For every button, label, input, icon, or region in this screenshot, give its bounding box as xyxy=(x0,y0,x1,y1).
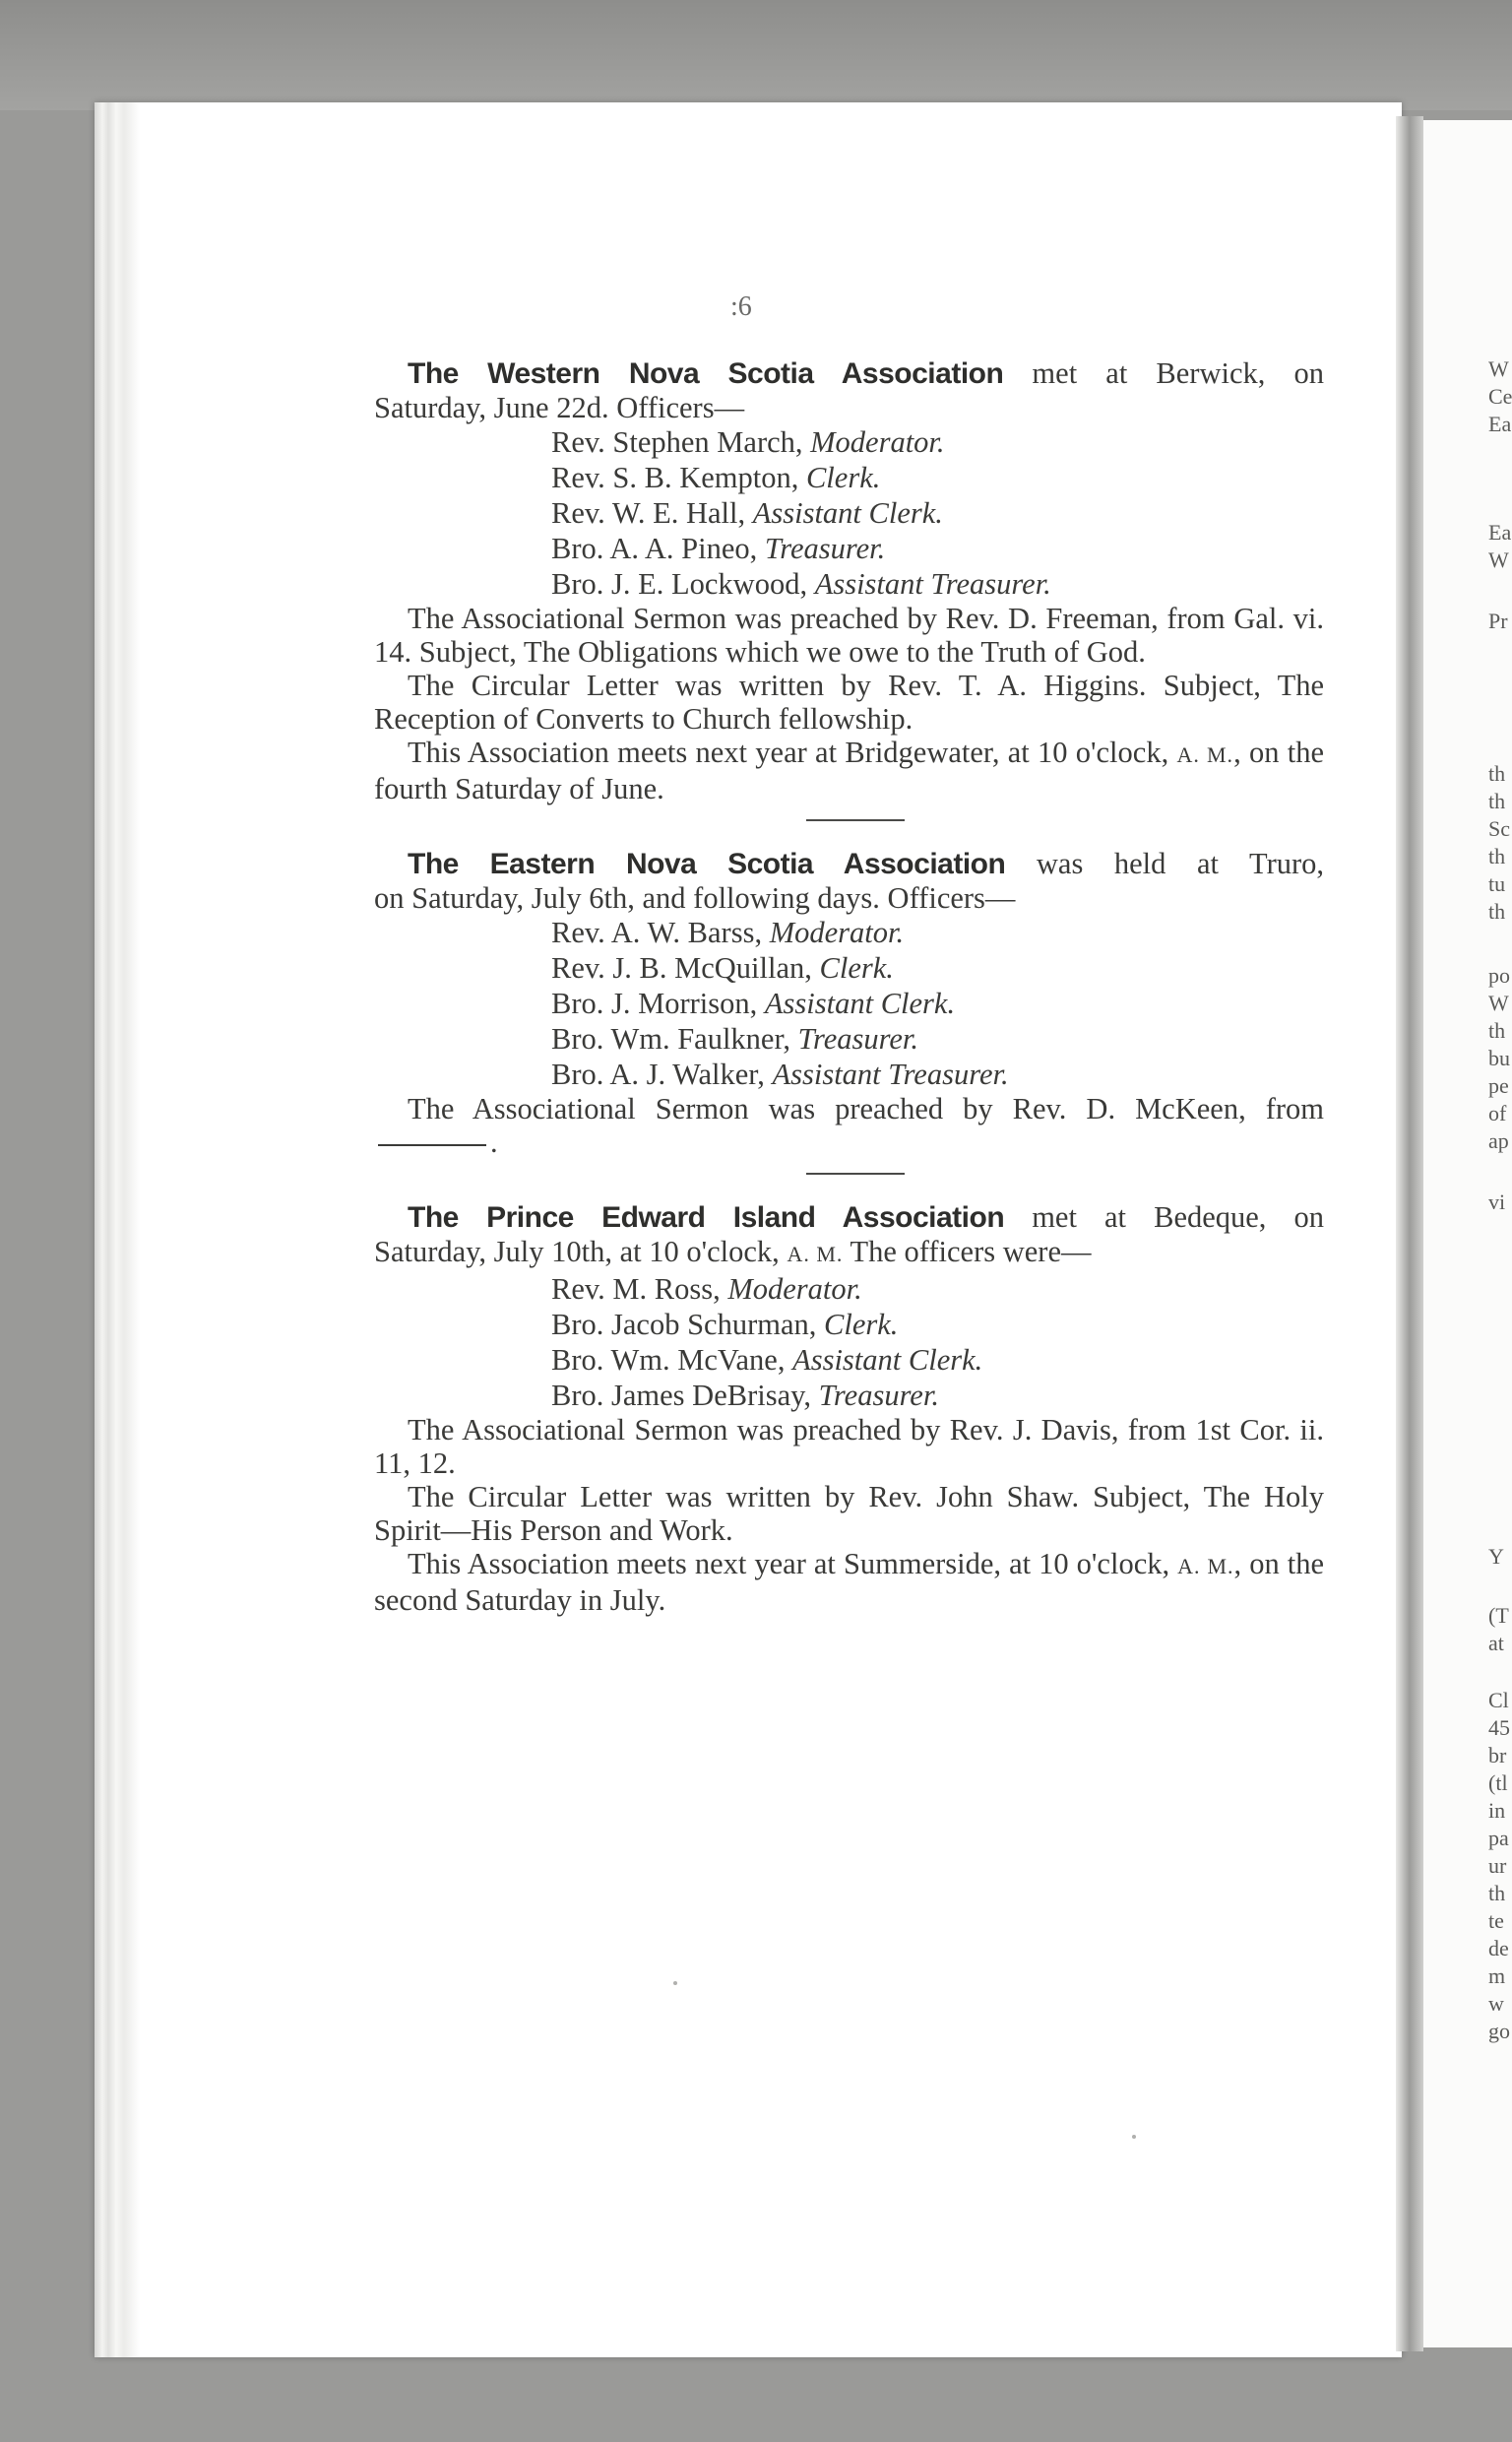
officer-role: Assistant Clerk. xyxy=(764,987,956,1020)
adjacent-page-text: Cl xyxy=(1488,1688,1509,1712)
adjacent-page-text: W xyxy=(1488,547,1509,572)
intro-continuation: Saturday, July 10th, at 10 o'clock, A. M. The officers were— xyxy=(374,1235,1092,1268)
adjacent-page-text: de xyxy=(1488,1936,1509,1960)
officer-entry xyxy=(374,460,1324,495)
officer-name: Rev. J. B. McQuillan, xyxy=(551,951,820,985)
officer-role: Treasurer. xyxy=(797,1022,918,1056)
officer-role: Assistant Clerk. xyxy=(752,496,943,530)
paragraph: This Association meets next year at Bridgewater, at 10 o'clock, A. M., on the fourth Saturday of June. xyxy=(374,736,1324,805)
officer-entry xyxy=(374,424,1324,460)
adjacent-page-text: at xyxy=(1488,1631,1504,1655)
adjacent-page-text: (tl xyxy=(1488,1770,1508,1795)
adjacent-page-text: Ea xyxy=(1488,412,1512,436)
officer-name: Bro. James DeBrisay, xyxy=(551,1379,819,1412)
adjacent-page-text: th xyxy=(1488,899,1506,924)
adjacent-page-text: bu xyxy=(1488,1046,1510,1070)
adjacent-page-text: br xyxy=(1488,1743,1507,1767)
officer-role: Clerk. xyxy=(805,461,881,494)
officer-name: Bro. J. E. Lockwood, xyxy=(551,567,815,601)
paragraph: The Associational Sermon was preached by Rev. D. McKeen, from . xyxy=(374,1092,1324,1159)
adjacent-page-text: W xyxy=(1488,991,1509,1015)
officer-name: Rev. M. Ross, xyxy=(551,1272,728,1306)
officer-entry xyxy=(374,531,1324,566)
small-caps-time: A. M. xyxy=(1177,1554,1234,1578)
officer-role: Assistant Treasurer. xyxy=(772,1058,1009,1091)
association-section xyxy=(374,847,1324,1159)
officer-entry xyxy=(374,986,1324,1021)
intro-continuation: on Saturday, July 6th, and following days. Officers— xyxy=(374,881,1016,915)
adjacent-page-text: th xyxy=(1488,1881,1506,1905)
officer-name: Bro. Wm. McVane, xyxy=(551,1343,793,1377)
officer-role: Moderator. xyxy=(810,425,945,459)
officer-role: Clerk. xyxy=(819,951,894,985)
officer-name: Bro. J. Morrison, xyxy=(551,987,765,1020)
adjacent-page-text: Sc xyxy=(1488,816,1510,841)
scan-speck xyxy=(1132,2135,1136,2139)
adjacent-page-text: in xyxy=(1488,1798,1506,1823)
adjacent-page-text: vi xyxy=(1488,1189,1506,1214)
adjacent-page-text: of xyxy=(1488,1101,1507,1125)
adjacent-page-text: (T xyxy=(1488,1603,1509,1628)
page-number: :6 xyxy=(730,291,752,322)
adjacent-page-text: 45 xyxy=(1488,1715,1510,1740)
officer-role: Assistant Treasurer. xyxy=(814,567,1051,601)
adjacent-page-text: te xyxy=(1488,1908,1504,1933)
intro-continuation: Saturday, June 22d. Officers— xyxy=(374,391,745,424)
officer-role: Clerk. xyxy=(824,1308,899,1341)
paragraph: The Circular Letter was written by Rev. T. A. Higgins. Subject, The Reception of Converts to Church fellowship. xyxy=(374,669,1324,736)
adjacent-page-text: th xyxy=(1488,1018,1506,1043)
book-gutter-fold xyxy=(1396,116,1423,2351)
small-caps-time: A. M. xyxy=(1176,742,1234,767)
page-body xyxy=(374,356,1324,1617)
officer-name: Bro. A. A. Pineo, xyxy=(551,532,765,565)
adjacent-page-text: w xyxy=(1488,1991,1504,2016)
officer-role: Assistant Clerk. xyxy=(792,1343,983,1377)
officer-role: Moderator. xyxy=(769,916,905,949)
adjacent-page-text: pa xyxy=(1488,1826,1509,1850)
adjacent-page-text: go xyxy=(1488,2019,1510,2043)
intro-text: met at Berwick, on xyxy=(1003,356,1325,390)
officer-role: Treasurer. xyxy=(764,532,886,565)
officer-role: Moderator. xyxy=(727,1272,862,1306)
association-intro xyxy=(374,1200,1324,1235)
adjacent-page-fragment xyxy=(1423,120,1512,2347)
association-name: The Western Nova Scotia Association xyxy=(408,357,1004,390)
association-section xyxy=(374,1200,1324,1617)
adjacent-page-text: th xyxy=(1488,789,1506,813)
officer-entry xyxy=(374,950,1324,986)
adjacent-page-text: th xyxy=(1488,844,1506,868)
adjacent-page-text: m xyxy=(1488,1963,1506,1988)
intro-text: was held at Truro, xyxy=(1005,847,1325,880)
officer-entry xyxy=(374,1378,1324,1413)
officer-name: Bro. Wm. Faulkner, xyxy=(551,1022,798,1056)
association-intro xyxy=(374,847,1324,881)
adjacent-page-text: tu xyxy=(1488,871,1506,896)
officer-name: Bro. Jacob Schurman, xyxy=(551,1308,824,1341)
adjacent-page-text: Ce xyxy=(1488,384,1512,409)
officer-name: Rev. Stephen March, xyxy=(551,425,811,459)
adjacent-page-text: pe xyxy=(1488,1073,1509,1098)
adjacent-page-text: Pr xyxy=(1488,609,1508,633)
scan-background-top xyxy=(0,0,1512,110)
adjacent-page-text: Ea xyxy=(1488,520,1512,545)
blank-reference-dash xyxy=(378,1144,486,1146)
association-name: The Eastern Nova Scotia Association xyxy=(408,848,1006,880)
adjacent-page-text: ur xyxy=(1488,1853,1507,1878)
officer-name: Rev. S. B. Kempton, xyxy=(551,461,806,494)
officer-entry xyxy=(374,566,1324,602)
officer-entry xyxy=(374,1021,1324,1057)
adjacent-page-text: Y xyxy=(1488,1544,1504,1569)
officer-name: Bro. A. J. Walker, xyxy=(551,1058,773,1091)
adjacent-page-text: po xyxy=(1488,963,1510,988)
section-divider xyxy=(806,819,905,821)
officer-entry xyxy=(374,915,1324,950)
paragraph: The Associational Sermon was preached by Rev. J. Davis, from 1st Cor. ii. 11, 12. xyxy=(374,1413,1324,1480)
intro-text: met at Bedeque, on xyxy=(1004,1200,1324,1234)
scan-speck xyxy=(673,1981,677,1985)
adjacent-page-text: W xyxy=(1488,356,1509,381)
officer-entry xyxy=(374,1342,1324,1378)
small-caps-time: A. M. xyxy=(787,1242,844,1266)
page-edge-shadow xyxy=(94,102,140,2357)
officers-list xyxy=(374,1271,1324,1413)
officer-entry xyxy=(374,1307,1324,1342)
officers-list xyxy=(374,915,1324,1092)
association-name: The Prince Edward Island Association xyxy=(408,1201,1005,1234)
officer-name: Rev. A. W. Barss, xyxy=(551,916,770,949)
adjacent-page-text: th xyxy=(1488,761,1506,786)
paragraph: The Associational Sermon was preached by Rev. D. Freeman, from Gal. vi. 14. Subject, The Obligations which we owe to the Truth of God. xyxy=(374,602,1324,669)
officer-name: Rev. W. E. Hall, xyxy=(551,496,753,530)
section-divider xyxy=(806,1173,905,1175)
officer-entry xyxy=(374,1271,1324,1307)
paragraph: This Association meets next year at Summerside, at 10 o'clock, A. M., on the second Saturday in July. xyxy=(374,1547,1324,1617)
adjacent-page-text: ap xyxy=(1488,1128,1509,1153)
officer-entry xyxy=(374,1057,1324,1092)
association-section xyxy=(374,356,1324,805)
officers-list xyxy=(374,424,1324,602)
paragraph: The Circular Letter was written by Rev. John Shaw. Subject, The Holy Spirit—His Person and Work. xyxy=(374,1480,1324,1547)
officer-entry xyxy=(374,495,1324,531)
association-intro xyxy=(374,356,1324,391)
officer-role: Treasurer. xyxy=(818,1379,939,1412)
